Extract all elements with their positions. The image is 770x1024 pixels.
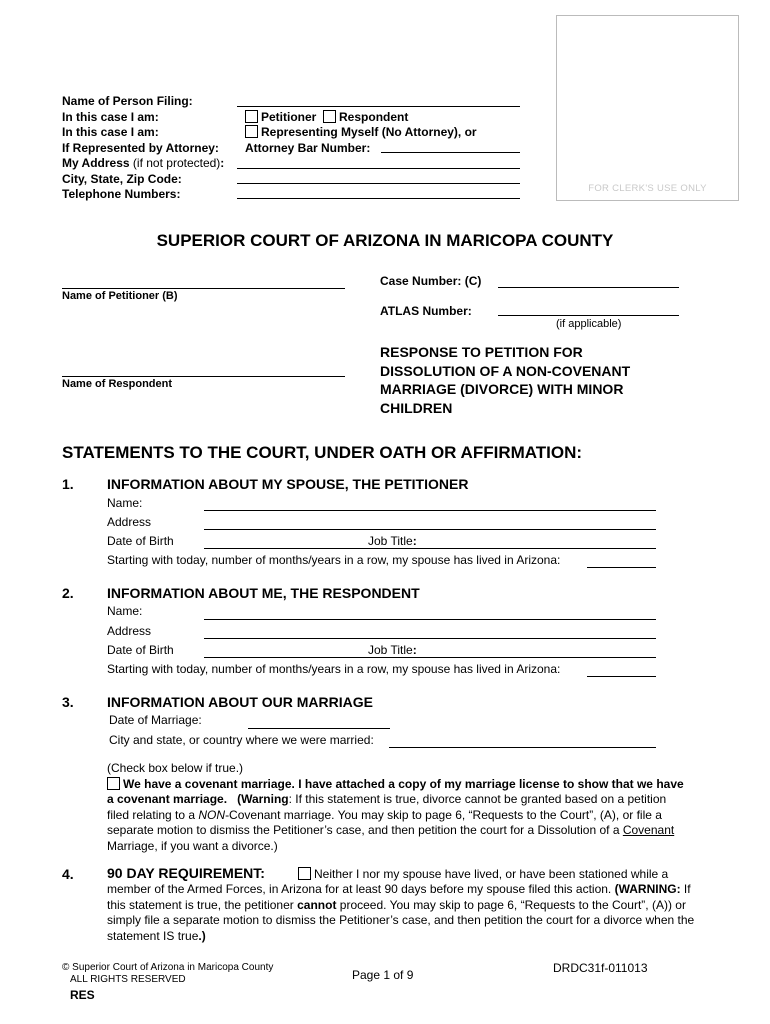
- case-number-line[interactable]: [498, 287, 679, 288]
- respondent-residency-line[interactable]: [587, 676, 656, 677]
- ninety-day-block: [107, 882, 729, 944]
- section-1-title: INFORMATION ABOUT MY SPOUSE, THE PETITIONER: [107, 476, 469, 492]
- form-code: DRDC31f-011013: [553, 961, 648, 975]
- marriage-place-label: City and state, or country where we were married:: [109, 733, 374, 747]
- respondent-residency-label: Starting with today, number of months/years in a row, my spouse has lived in Arizona:: [107, 662, 561, 676]
- court-title: SUPERIOR COURT OF ARIZONA IN MARICOPA COUNTY: [156, 231, 614, 250]
- spouse-job-title-label: Job Title:: [368, 534, 417, 548]
- my-address-text: My Address: [62, 156, 130, 170]
- telephone-line[interactable]: [237, 198, 520, 199]
- spouse-name-label: Name:: [107, 496, 143, 510]
- covenant-marriage-checkbox[interactable]: [107, 777, 120, 790]
- rights-reserved: ALL RIGHTS RESERVED: [70, 974, 186, 985]
- respondent-dob-label: Date of Birth: [107, 643, 174, 657]
- telephone-label: Telephone Numbers:: [62, 187, 181, 201]
- document-title-line-4: CHILDREN: [380, 399, 453, 416]
- spouse-dob-label: Date of Birth: [107, 534, 174, 548]
- spouse-residency-line[interactable]: [587, 567, 656, 568]
- my-address-label: My Address (if not protected):: [62, 156, 225, 170]
- ninety-day-line-4: simply file a separate motion to dismiss the Petitioner’s case, and then petition the court for a divorce when the: [107, 913, 695, 927]
- ninety-day-line-1-text: Neither I nor my spouse have lived, or have been stationed while a: [314, 867, 669, 881]
- name-of-person-filing-label: Name of Person Filing:: [62, 94, 193, 108]
- respondent-dob-job-line[interactable]: [204, 657, 656, 658]
- petitioner-name-line[interactable]: [62, 288, 345, 289]
- ninety-day-line-2c: If: [680, 882, 691, 896]
- statements-heading: STATEMENTS TO THE COURT, UNDER OATH OR AFFIRMATION:: [62, 443, 583, 462]
- covenant-warning-label: (Warning: [237, 792, 289, 806]
- spouse-job-title-text: Job Title: [368, 534, 413, 548]
- clerk-use-box: [556, 15, 739, 201]
- spouse-address-label: Address: [107, 515, 152, 529]
- name-of-person-filing-line[interactable]: [237, 106, 520, 107]
- ninety-day-line-3c: proceed. You may skip to page 6, “Requests to the Court”, (A)) or: [336, 897, 686, 912]
- spouse-address-line[interactable]: [204, 529, 656, 530]
- covenant-warning-text-2a: filed relating to a: [107, 807, 199, 822]
- my-address-line[interactable]: [237, 168, 520, 169]
- spouse-residency-label: Starting with today, number of months/years in a row, my spouse has lived in Arizona:: [107, 553, 561, 567]
- respondent-job-title-text: Job Title: [368, 643, 413, 657]
- respondent-checkbox[interactable]: [323, 110, 336, 123]
- respondent-name-label: Name:: [107, 604, 143, 618]
- ninety-day-checkbox[interactable]: [298, 867, 311, 880]
- covenant-warning-covenant: Covenant: [622, 823, 675, 837]
- petitioner-label: Petitioner: [261, 109, 317, 124]
- respondent-job-title-label: Job Title:: [368, 643, 417, 657]
- covenant-bold-3: a covenant marriage.: [107, 792, 228, 806]
- representing-myself-checkbox[interactable]: [245, 125, 258, 138]
- respondent-label: Respondent: [339, 109, 409, 124]
- not-protected-text: (if not protected): [132, 156, 221, 170]
- document-title-line-1: RESPONSE TO PETITION FOR: [380, 344, 583, 360]
- attorney-bar-number-line[interactable]: [381, 152, 520, 153]
- in-this-case-label-2: In this case I am:: [62, 125, 159, 139]
- attorney-bar-number-label: Attorney Bar Number:: [245, 140, 371, 155]
- covenant-warning-text-4: Marriage, if you want a divorce.): [107, 838, 278, 853]
- party-role-checkboxes: [245, 110, 408, 124]
- case-number-label: Case Number: (C): [380, 274, 482, 288]
- section-3-title: INFORMATION ABOUT OUR MARRIAGE: [107, 694, 373, 710]
- document-title-line-3: MARRIAGE (DIVORCE) WITH MINOR: [380, 381, 624, 397]
- ninety-day-line-5: statement IS true: [107, 928, 199, 943]
- covenant-marriage-block: [107, 761, 729, 854]
- ninety-day-line-5-end: .): [198, 928, 206, 943]
- res-code: RES: [70, 988, 95, 1002]
- ninety-day-cannot: cannot: [297, 897, 337, 912]
- ninety-day-warning: (WARNING:: [614, 882, 681, 896]
- city-state-zip-label: City, State, Zip Code:: [62, 171, 182, 186]
- section-4-title: 90 DAY REQUIREMENT:: [107, 865, 265, 881]
- check-below-note: (Check box below if true.): [107, 761, 244, 775]
- page-number: Page 1 of 9: [352, 968, 414, 982]
- representation-option: [245, 125, 477, 139]
- document-title-line-2: DISSOLUTION OF A NON-COVENANT: [380, 362, 631, 379]
- clerk-use-label: FOR CLERK'S USE ONLY: [588, 183, 707, 194]
- date-of-marriage-label: Date of Marriage:: [109, 713, 202, 727]
- ninety-day-line-3a: this statement is true, the petitioner: [107, 897, 298, 912]
- atlas-number-label: ATLAS Number:: [380, 304, 472, 318]
- if-applicable-label: (if applicable): [556, 318, 622, 330]
- section-3-number: 3.: [62, 694, 74, 710]
- representing-myself-label: Representing Myself (No Attorney), or: [261, 125, 477, 139]
- if-represented-label: If Represented by Attorney:: [62, 140, 219, 155]
- name-of-petitioner-label: Name of Petitioner (B): [62, 290, 178, 302]
- section-4-number: 4.: [62, 866, 74, 882]
- petitioner-checkbox[interactable]: [245, 110, 258, 123]
- copyright-notice: © Superior Court of Arizona in Maricopa County: [62, 962, 274, 973]
- city-state-zip-line[interactable]: [237, 183, 520, 184]
- marriage-place-line[interactable]: [389, 747, 656, 748]
- section-2-number: 2.: [62, 585, 74, 601]
- covenant-warning-text-1: : If this statement is true, divorce cannot be granted based on a petition: [288, 792, 667, 806]
- covenant-warning-non: NON: [198, 807, 226, 822]
- respondent-name-field-line[interactable]: [204, 619, 656, 620]
- name-of-respondent-label: Name of Respondent: [62, 378, 173, 390]
- section-1-number: 1.: [62, 476, 74, 492]
- document-title: [380, 343, 630, 417]
- date-of-marriage-line[interactable]: [248, 728, 390, 729]
- section-2-title: INFORMATION ABOUT ME, THE RESPONDENT: [107, 585, 420, 601]
- covenant-bold-2: . I have attached a copy of my marriage license to show that we have: [291, 776, 684, 791]
- covenant-bold-1: We have a covenant marriage: [123, 776, 292, 791]
- respondent-address-line[interactable]: [204, 638, 656, 639]
- spouse-dob-job-line[interactable]: [204, 548, 656, 549]
- in-this-case-label: In this case I am:: [62, 109, 159, 124]
- ninety-day-line-2a: member of the Armed Forces, in Arizona for at least 90 days before my spouse filed this action.: [107, 882, 615, 896]
- respondent-address-label: Address: [107, 624, 152, 638]
- covenant-warning-text-3a: separate motion to dismiss the Petitioner’s case, and then petition the court for a Dissolution of a: [107, 823, 623, 837]
- respondent-name-line[interactable]: [62, 376, 345, 377]
- ninety-day-line-1: [298, 867, 668, 881]
- spouse-name-line[interactable]: [204, 510, 656, 511]
- atlas-number-line[interactable]: [498, 315, 679, 316]
- covenant-warning-text-2b: -Covenant marriage. You may skip to page 6, “Requests to the Court”, (A), or file a: [225, 807, 662, 822]
